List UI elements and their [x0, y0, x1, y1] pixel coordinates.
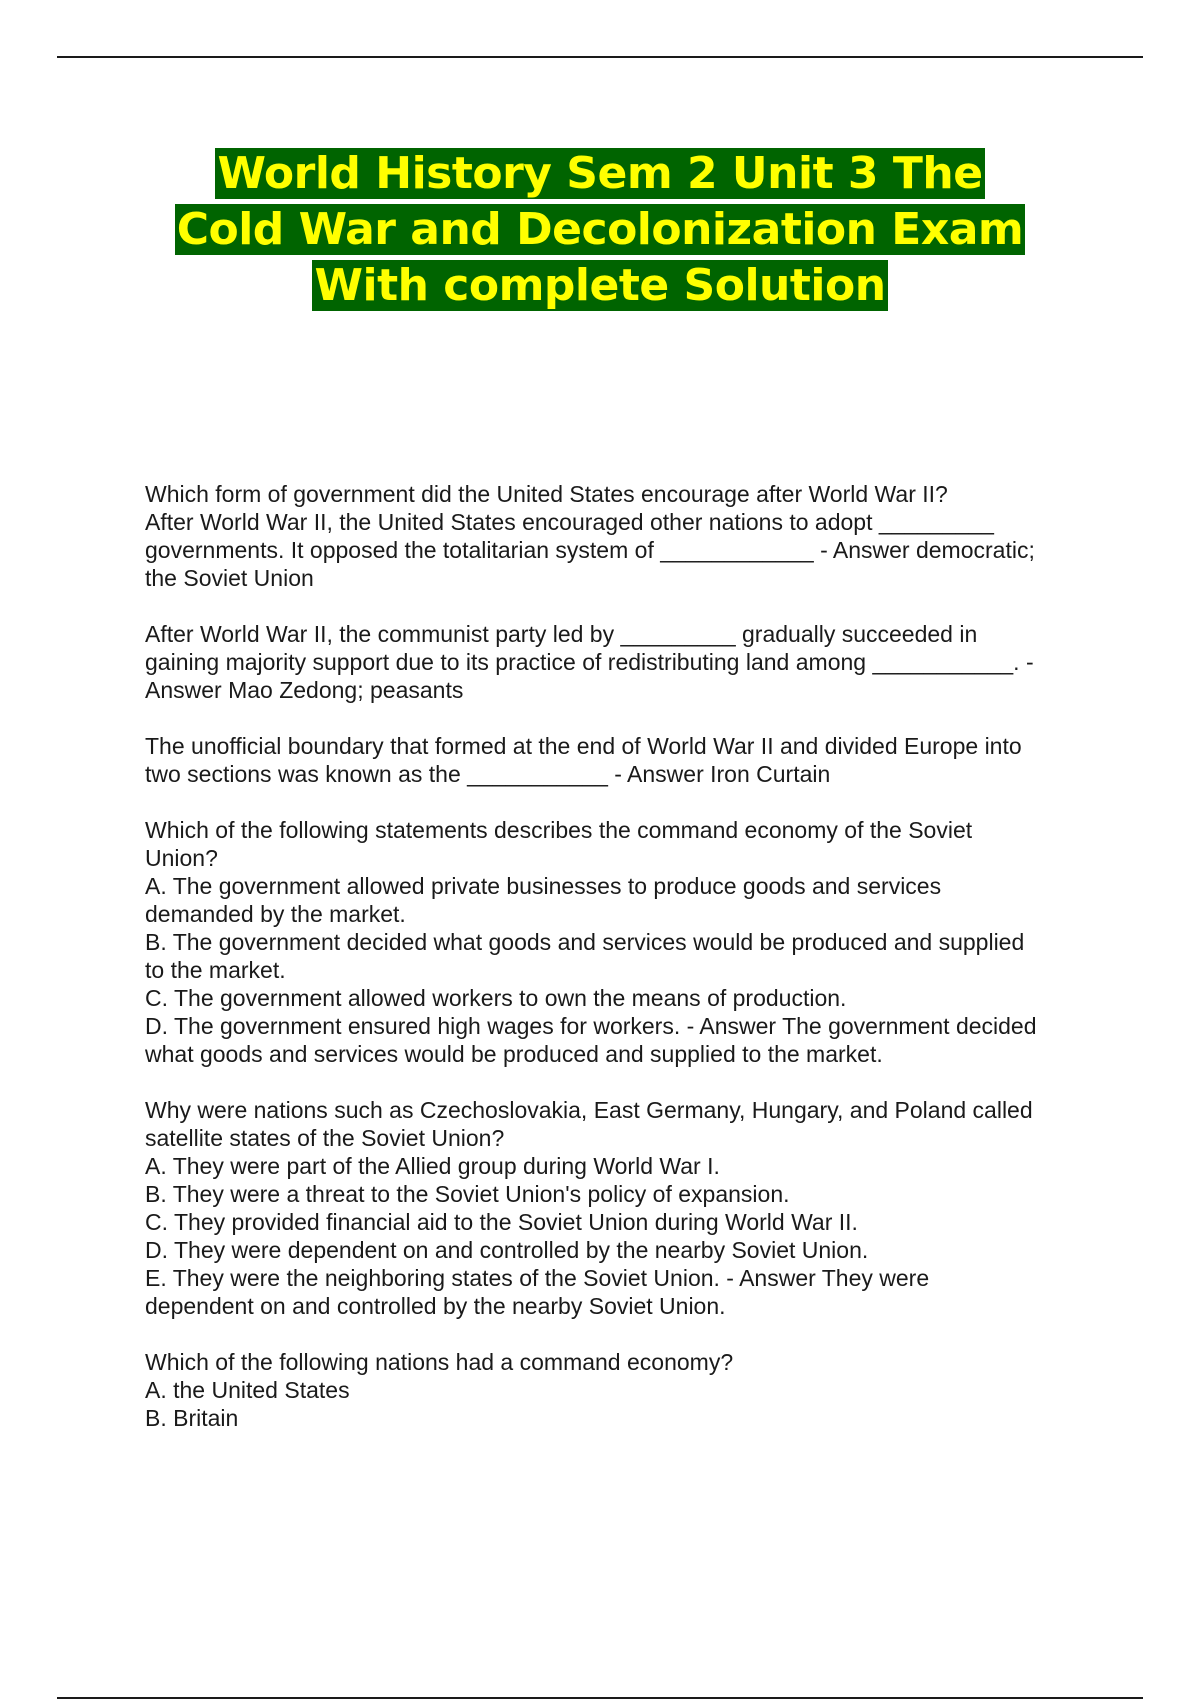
qa-item-1 [145, 480, 1095, 592]
document-title [160, 146, 1040, 314]
text-line: B. Britain [145, 1405, 239, 1431]
text-line: governments. It opposed the totalitarian system of ____________ - Answer democratic; [145, 537, 1035, 563]
text-line: Union? [145, 845, 218, 871]
text-line: B. The government decided what goods and services would be produced and supplied [145, 929, 1025, 955]
title-block [0, 146, 1200, 314]
text-line: After World War II, the communist party led by _________ gradually succeeded in [145, 621, 978, 647]
text-line: C. They provided financial aid to the Soviet Union during World War II. [145, 1209, 858, 1235]
text-line: D. They were dependent on and controlled by the nearby Soviet Union. [145, 1237, 869, 1263]
text-line: E. They were the neighboring states of the Soviet Union. - Answer They were [145, 1265, 930, 1291]
text-line: demanded by the market. [145, 901, 406, 927]
text-line: A. They were part of the Allied group during World War I. [145, 1153, 720, 1179]
qa-item-2 [145, 620, 1095, 704]
text-line: Why were nations such as Czechoslovakia, East Germany, Hungary, and Poland called [145, 1097, 1033, 1123]
bottom-rule [57, 1697, 1143, 1699]
text-line: satellite states of the Soviet Union? [145, 1125, 505, 1151]
text-line: C. The government allowed workers to own the means of production. [145, 985, 847, 1011]
qa-item-3 [145, 732, 1095, 788]
text-line: B. They were a threat to the Soviet Union's policy of expansion. [145, 1181, 790, 1207]
text-line: Answer Mao Zedong; peasants [145, 677, 464, 703]
text-line: Which of the following statements describes the command economy of the Soviet [145, 817, 973, 843]
text-line: After World War II, the United States encouraged other nations to adopt _________ [145, 509, 994, 535]
document-title-text: World History Sem 2 Unit 3 The Cold War and Decolonization Exam With complete Solution [176, 148, 1024, 311]
text-line: The unofficial boundary that formed at the end of World War II and divided Europe into [145, 733, 1022, 759]
text-line: A. the United States [145, 1377, 350, 1403]
text-line: to the market. [145, 957, 286, 983]
document-body [145, 480, 1095, 1460]
qa-item-6 [145, 1348, 1095, 1432]
qa-item-4 [145, 816, 1095, 1068]
text-line: D. The government ensured high wages for workers. - Answer The government decided [145, 1013, 1037, 1039]
text-line: Which form of government did the United States encourage after World War II? [145, 481, 948, 507]
text-line: two sections was known as the ___________ - Answer Iron Curtain [145, 761, 831, 787]
text-line: the Soviet Union [145, 565, 314, 591]
text-line: A. The government allowed private businesses to produce goods and services [145, 873, 942, 899]
top-rule [57, 56, 1143, 58]
text-line: dependent on and controlled by the nearby Soviet Union. [145, 1293, 726, 1319]
text-line: gaining majority support due to its practice of redistributing land among ___________. - [145, 649, 1034, 675]
text-line: Which of the following nations had a command economy? [145, 1349, 734, 1375]
qa-item-5 [145, 1096, 1095, 1320]
text-line: what goods and services would be produced and supplied to the market. [145, 1041, 883, 1067]
